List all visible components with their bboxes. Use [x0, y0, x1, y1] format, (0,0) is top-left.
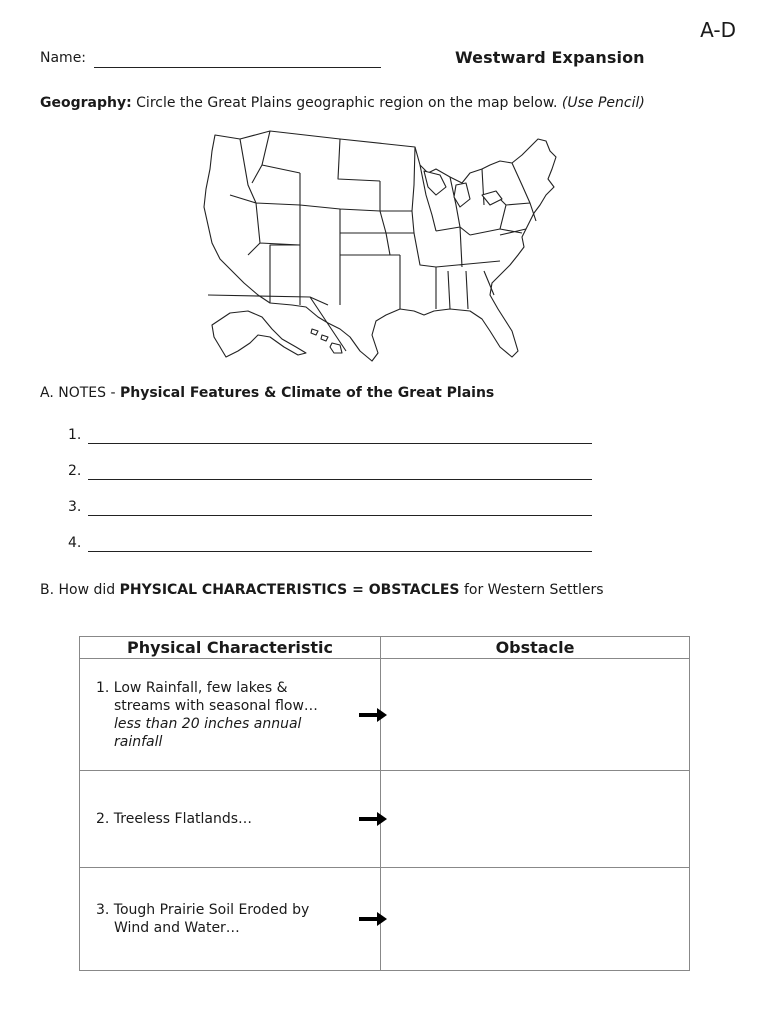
row1-line2: streams with seasonal flow… — [114, 697, 318, 714]
alaska-outline — [212, 311, 306, 357]
obstacle-cell-3[interactable] — [381, 868, 690, 971]
note-line-4[interactable] — [88, 551, 592, 552]
note-number-3: 3. — [68, 499, 82, 515]
us-map[interactable] — [200, 125, 578, 377]
obstacles-table — [79, 636, 690, 971]
note-line-2[interactable] — [88, 479, 592, 480]
note-line-1[interactable] — [88, 443, 592, 444]
note-number-2: 2. — [68, 463, 82, 479]
row1-line3: less than 20 inches annual — [114, 715, 302, 732]
row3-line2: Wind and Water… — [114, 920, 240, 936]
row1-line1: 1. Low Rainfall, few lakes & — [96, 679, 288, 696]
header-obstacle: Obstacle — [381, 637, 690, 659]
right-arrow-icon — [359, 911, 387, 927]
header-physical-characteristic: Physical Characteristic — [80, 637, 381, 659]
geography-label: Geography: — [40, 95, 132, 111]
section-b-emphasis: PHYSICAL CHARACTERISTICS = OBSTACLES — [119, 582, 460, 598]
table-row — [80, 771, 690, 868]
note-line-3[interactable] — [88, 515, 592, 516]
note-number-1: 1. — [68, 427, 82, 443]
note-number-4: 4. — [68, 535, 82, 551]
section-a-title: Physical Features & Climate of the Great Plains — [119, 385, 495, 401]
name-input-line[interactable] — [94, 67, 381, 68]
row2-line1: 2. Treeless Flatlands… — [96, 811, 253, 827]
right-arrow-icon — [359, 811, 387, 827]
characteristic-cell-1 — [80, 659, 381, 771]
section-a-prefix: A. NOTES - — [40, 385, 120, 401]
section-b-prefix: B. How did — [40, 582, 120, 598]
section-b-question — [40, 582, 604, 598]
geography-instruction — [40, 95, 645, 111]
obstacle-cell-1[interactable] — [381, 659, 690, 771]
row3-line1: 3. Tough Prairie Soil Eroded by — [96, 902, 310, 918]
corner-label: A-D — [700, 18, 736, 42]
table-row — [80, 659, 690, 771]
characteristic-cell-3 — [80, 868, 381, 971]
characteristic-cell-2 — [80, 771, 381, 868]
obstacle-cell-2[interactable] — [381, 771, 690, 868]
row1-line4: rainfall — [114, 733, 163, 750]
page-title: Westward Expansion — [455, 48, 645, 67]
table-row — [80, 868, 690, 971]
name-label: Name: — [40, 50, 87, 66]
section-a-heading — [40, 385, 494, 401]
section-b-suffix: for Western Settlers — [459, 582, 604, 598]
geography-text: Circle the Great Plains geographic region on the map below. — [131, 95, 562, 111]
geography-note: (Use Pencil) — [561, 95, 645, 111]
right-arrow-icon — [359, 707, 387, 723]
